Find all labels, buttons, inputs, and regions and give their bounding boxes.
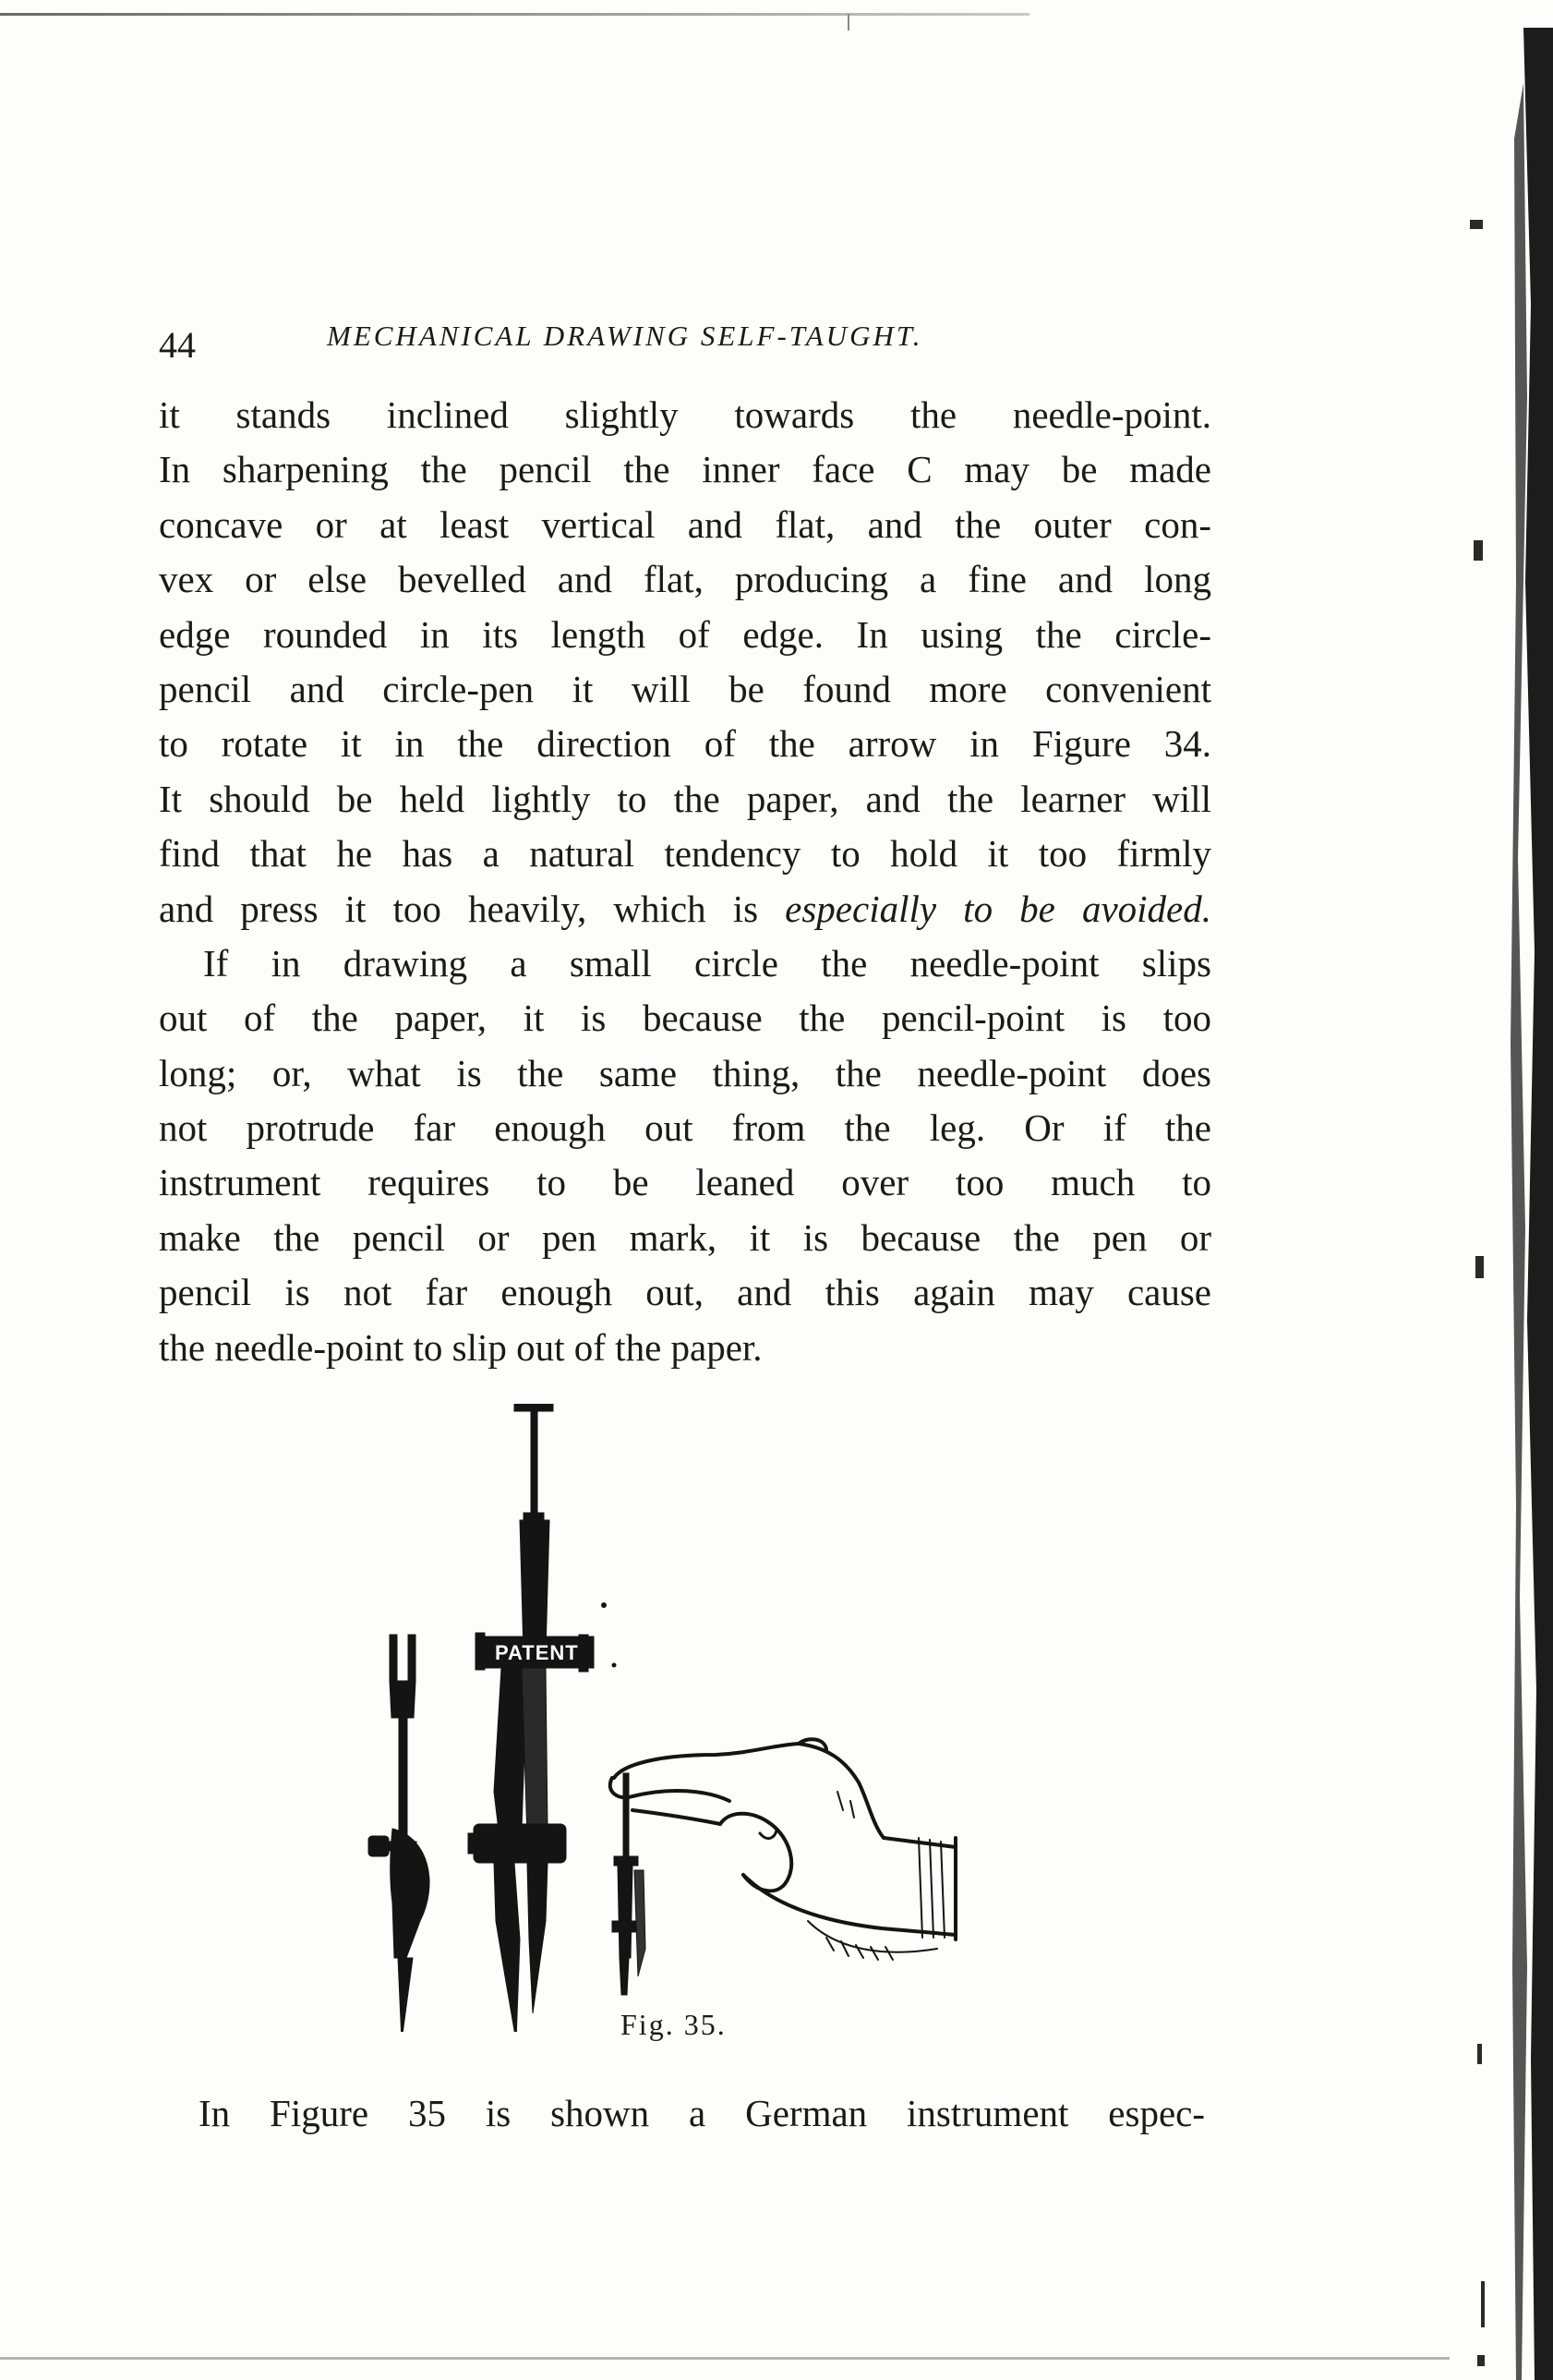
- text-line: to rotate it in the direction of the arrow in Figure 34.: [159, 722, 1211, 766]
- scan-spine-edge: [1470, 28, 1553, 2380]
- instrument-drawing: [365, 1404, 993, 2032]
- text-line: In Figure 35 is shown a German instrument espec-: [199, 2092, 1205, 2134]
- text-line: make the pencil or pen mark, it is because the pen or: [159, 1215, 1211, 1259]
- figure-caption: Fig. 35.: [620, 2008, 727, 2041]
- hand-holding-instrument: [610, 1739, 956, 1960]
- text-line: If in drawing a small circle the needle-point slips: [203, 941, 1211, 985]
- text-line: concave or at least vertical and flat, and the outer con-: [159, 502, 1211, 546]
- text-line: instrument requires to be leaned over too much to: [159, 1161, 1211, 1204]
- scan-top-tick: [848, 14, 849, 30]
- text-line: edge rounded in its length of edge. In using the circle-: [159, 612, 1211, 656]
- scan-top-rule: [0, 13, 1029, 16]
- figure-35-illustration: [365, 1404, 993, 2032]
- page-number: 44: [159, 324, 196, 366]
- text-line: not protrude far enough out from the leg. Or if the: [159, 1106, 1211, 1150]
- text-line: pencil and circle-pen it will be found more convenient: [159, 667, 1211, 710]
- text-line: out of the paper, it is because the pencil-point is too: [159, 997, 1211, 1040]
- text-line: find that he has a natural tendency to hold it too firmly: [159, 832, 1211, 876]
- running-head: [159, 314, 1211, 369]
- text-segment: and press it too heavily, which is: [159, 887, 786, 930]
- text-line-with-emphasis: [159, 882, 1211, 936]
- text-line: It should be held lightly to the paper, and the learner will: [159, 777, 1211, 820]
- text-line: the needle-point to slip out of the paper.: [159, 1325, 763, 1369]
- text-line: pencil is not far enough out, and this again may cause: [159, 1271, 1211, 1314]
- text-line: it stands inclined slightly towards the needle-point.: [159, 393, 1211, 436]
- scan-bottom-rule: [0, 2357, 1450, 2360]
- emphasis-text: especially to be avoided.: [785, 887, 1212, 930]
- text-line: In sharpening the pencil the inner face C may be made: [159, 448, 1211, 491]
- text-line: long; or, what is the same thing, the needle-point does: [159, 1051, 1211, 1094]
- compass-leg: [468, 1404, 594, 2032]
- body-text: [159, 388, 1211, 1375]
- running-head-title: MECHANICAL DRAWING SELF-TAUGHT.: [327, 320, 923, 352]
- pen-leg: [368, 1635, 429, 2032]
- small-compass: [612, 1773, 645, 1995]
- text-line: vex or else bevelled and flat, producing a fine and long: [159, 558, 1211, 601]
- patent-stamp-label: PATENT: [495, 1641, 579, 1664]
